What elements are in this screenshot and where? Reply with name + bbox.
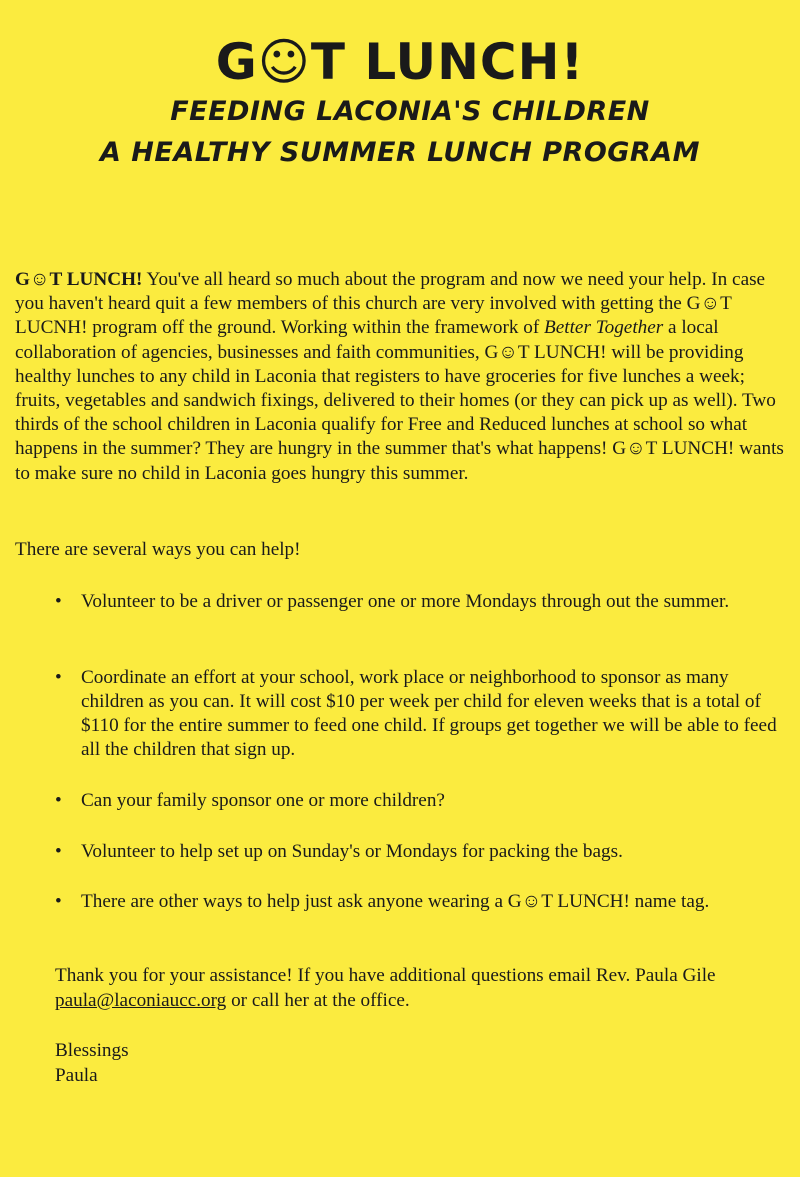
- list-item-text: Volunteer to help set up on Sunday's or Mondays for packing the bags.: [81, 841, 623, 862]
- thanks-text-2: or call her at the office.: [226, 989, 410, 1011]
- intro-italic: Better Together: [544, 317, 664, 339]
- ways-heading: There are several ways you can help!: [15, 539, 301, 560]
- bullet-icon: •: [55, 790, 62, 811]
- intro-lead: G☺T LUNCH!: [15, 269, 143, 290]
- list-item-text: Can your family sponsor one or more children?: [81, 790, 445, 811]
- list-item-text: Coordinate an effort at your school, work place or neighborhood to sponsor as many children as you can. It will cost $10 per week per child for eleven weeks that is a total of $110 for the entire summer to feed one child. If groups get together we will be able to feed all the children that sign up.: [81, 667, 777, 760]
- bullet-icon: •: [55, 841, 62, 862]
- closing-signature: [55, 1038, 129, 1088]
- thanks-text-1: Thank you for your assistance! If you have additional questions email Rev. Paula Gile: [55, 965, 716, 986]
- intro-text-2: a local collaboration of agencies, businesses and faith communities, G☺T LUNCH! will be providing healthy lunches to any child in Laconia that registers to have groceries for five lunches a week; fruits, vegetables and sandwich fixings, delivered to their homes (or they can pick up as well). Two thirds of the school children in Laconia qualify for Free and Reduced lunches at school so what happens in the summer? They are hungry in the summer that's what happens! G☺T LUNCH! wants to make sure no child in Laconia goes hungry this summer.: [15, 317, 784, 484]
- intro-paragraph: [15, 268, 790, 486]
- bullet-icon: •: [55, 591, 62, 612]
- thanks-paragraph: [55, 964, 775, 1013]
- bullet-icon: •: [55, 667, 62, 688]
- flyer-subtitle-line2: A HEALTHY SUMMER LUNCH PROGRAM: [100, 137, 700, 168]
- list-item-text: There are other ways to help just ask anyone wearing a G☺T LUNCH! name tag.: [81, 891, 710, 912]
- intro-text-1: You've all heard so much about the program and now we need your help. In case you haven't heard quit a few members of this church are very involved with getting the G☺T LUCNH! program off the ground. Working within the framework of: [15, 269, 766, 339]
- flyer-subtitle-line1: FEEDING LACONIA'S CHILDREN: [170, 96, 650, 127]
- closing-blessings: Blessings: [55, 1040, 129, 1061]
- email-link[interactable]: paula@laconiaucc.org: [55, 989, 227, 1011]
- flyer-title: G☺T LUNCH!: [215, 33, 585, 91]
- bullet-icon: •: [55, 891, 62, 912]
- closing-name: Paula: [55, 1065, 98, 1086]
- list-item-text: Volunteer to be a driver or passenger one or more Mondays through out the summer.: [81, 591, 730, 612]
